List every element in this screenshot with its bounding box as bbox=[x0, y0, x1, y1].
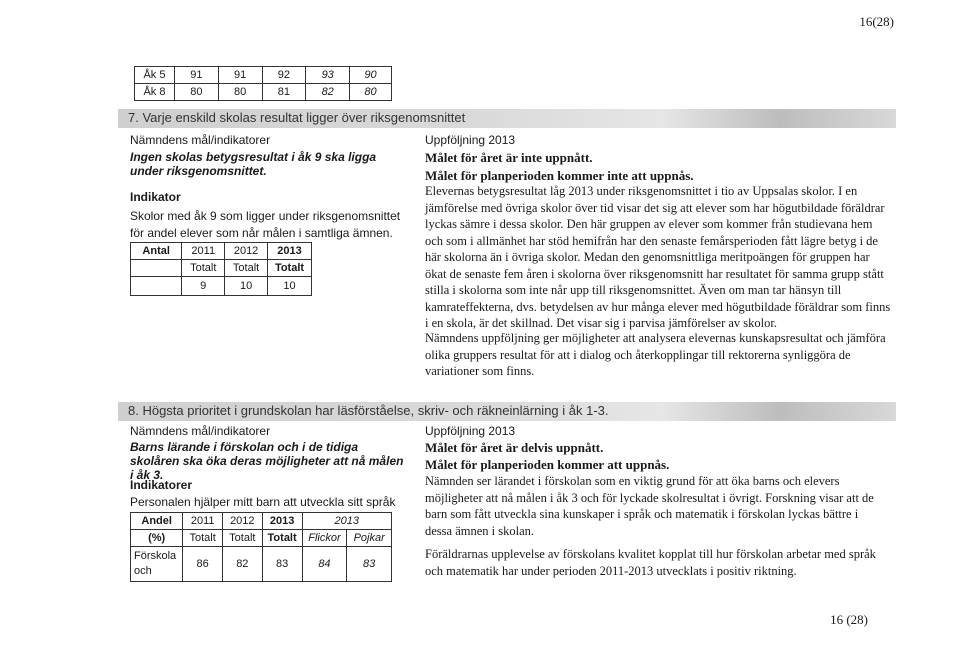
s7-indicator-table bbox=[130, 242, 312, 296]
table-cell: Totalt bbox=[183, 530, 223, 547]
s7-goal: Ingen skolas betygsresultat i åk 9 ska ligga under riksgenomsnittet. bbox=[130, 150, 377, 178]
table-cell: Åk 5 bbox=[135, 67, 175, 84]
table-cell: 82 bbox=[222, 547, 262, 582]
s8-indicator-text: Personalen hjälper mitt barn att utveckla sitt språk bbox=[130, 495, 396, 509]
table-cell: 84 bbox=[302, 547, 347, 582]
table-row bbox=[135, 67, 392, 84]
table-cell: Andel bbox=[131, 513, 183, 530]
table-cell: 86 bbox=[183, 547, 223, 582]
s7-indicator-text: Skolor med åk 9 som ligger under riksgenomsnittet för andel elever som når målen i samtliga ämnen. bbox=[130, 209, 401, 240]
table-cell bbox=[131, 260, 182, 277]
section-7-heading: 7. Varje enskild skolas resultat ligger över riksgenomsnittet bbox=[128, 110, 466, 125]
table-cell: 10 bbox=[225, 277, 268, 296]
table-cell: 2012 bbox=[222, 513, 262, 530]
table-cell: Pojkar bbox=[347, 530, 392, 547]
s8-indicator-table bbox=[130, 512, 392, 582]
table-cell: (%) bbox=[131, 530, 183, 547]
table-cell: 2012 bbox=[225, 243, 268, 260]
table-cell: Totalt bbox=[182, 260, 225, 277]
table-cell: 91 bbox=[218, 67, 262, 84]
table-cell: 91 bbox=[174, 67, 218, 84]
table-cell: 80 bbox=[350, 84, 392, 101]
s8-goals-label: Nämndens mål/indikatorer bbox=[130, 424, 271, 438]
table-cell: 83 bbox=[262, 547, 302, 582]
s7-paragraph-1: Elevernas betygsresultat låg 2013 under riksgenomsnittet i tio av Uppsalas skolor. I en jämförelse med övriga skolor över tid visar det sig att elever som har högutbildade föräldrar lyckas sämre i dessa skolor. Den här gruppen av elever som kommer från studievana hem och som i allmänhet har stöd hemifrån har den senaste femårsperioden fått lägre betyg i de här skolorna än i övriga skolor. Medan den genomsnittliga meritpoängen för gruppen har ökat de senaste fem åren i skolorna över riksgenomsnitt har resultatet för samma grupp stått stilla i skolorna som inte når upp till riksgenomsnittet. Även om man tar hänsyn till kamrateffekterna, dvs. betydelsen av hur många elever med högutbildade föräldrar som finns i en skola, är det skillnad. Det visar sig i parvisa jämförelser av skolor. bbox=[425, 184, 891, 330]
s7-result-period: Målet för planperioden kommer inte att uppnås. bbox=[425, 168, 694, 183]
s8-paragraph-2: Föräldrarnas upplevelse av förskolans kvalitet kopplat till hur förskolan arbetar med språk och matematik har under perioden 2011-2013 utvecklats i positiv riktning. bbox=[425, 547, 876, 578]
table-cell: 81 bbox=[262, 84, 306, 101]
table-cell: Totalt bbox=[268, 260, 312, 277]
section-8-banner bbox=[118, 402, 896, 421]
table-row bbox=[131, 530, 392, 547]
table-cell: 10 bbox=[268, 277, 312, 296]
table-cell: 2011 bbox=[183, 513, 223, 530]
table-cell: 92 bbox=[262, 67, 306, 84]
table-cell bbox=[131, 277, 182, 296]
section-7-banner bbox=[118, 109, 896, 128]
table-cell: Åk 8 bbox=[135, 84, 175, 101]
section-8-heading: 8. Högsta prioritet i grundskolan har läsförståelse, skriv- och räkneinlärning i åk 1-3. bbox=[128, 403, 609, 418]
table-row bbox=[131, 547, 392, 582]
table-cell: Flickor bbox=[302, 530, 347, 547]
table-row bbox=[131, 513, 392, 530]
table-row bbox=[135, 84, 392, 101]
table-cell: Totalt bbox=[225, 260, 268, 277]
table-cell: 82 bbox=[306, 84, 350, 101]
table-cell: 93 bbox=[306, 67, 350, 84]
s7-paragraph-2: Nämndens uppföljning ger möjligheter att analysera elevernas kunskapsresultat och jämföra olika gruppers resultat för att i dialog och återkopplingar till rektorerna synliggöra de variationer som finns. bbox=[425, 331, 886, 378]
s8-followup-label: Uppföljning 2013 bbox=[425, 424, 516, 438]
table-cell: 80 bbox=[218, 84, 262, 101]
table-cell: Antal bbox=[131, 243, 182, 260]
page-number-top: 16(28) bbox=[859, 14, 894, 29]
table-cell: 80 bbox=[174, 84, 218, 101]
table-cell: 83 bbox=[347, 547, 392, 582]
table-cell: Totalt bbox=[222, 530, 262, 547]
table-cell: 2013 bbox=[262, 513, 302, 530]
s8-goal: Barns lärande i förskolan och i de tidiga skolåren ska öka deras möjligheter att nå målen i åk 3. bbox=[130, 440, 404, 482]
table-cell: Totalt bbox=[262, 530, 302, 547]
s7-followup-label: Uppföljning 2013 bbox=[425, 133, 516, 147]
s8-indicator-label: Indikatorer bbox=[130, 478, 193, 492]
table-cell: 2013 bbox=[302, 513, 391, 530]
table-cell: 90 bbox=[350, 67, 392, 84]
table-row bbox=[131, 277, 312, 296]
table-cell: 9 bbox=[182, 277, 225, 296]
s8-paragraph-1: Nämnden ser lärandet i förskolan som en viktig grund för att öka barns och elevers möjligheter att nå målen i åk 3 och för lyckade skolresultat i övrigt. Forskning visar att de barn som fått utveckla sina kunskaper i språk och matematik i förskolan lyckas bättre i dessa ämnen i skolan. bbox=[425, 474, 874, 538]
page-number-bottom: 16 (28) bbox=[830, 612, 868, 627]
table-cell: 2013 bbox=[268, 243, 312, 260]
table-row bbox=[131, 260, 312, 277]
table-cell: Förskola och bbox=[131, 547, 183, 582]
s8-result-year: Målet för året är delvis uppnått. bbox=[425, 440, 604, 455]
s7-result-year: Målet för året är inte uppnått. bbox=[425, 150, 593, 165]
s7-indicator-label: Indikator bbox=[130, 190, 181, 204]
table-cell: 2011 bbox=[182, 243, 225, 260]
top-results-table bbox=[134, 66, 392, 101]
table-row bbox=[131, 243, 312, 260]
s7-goals-label: Nämndens mål/indikatorer bbox=[130, 133, 271, 147]
s8-result-period: Målet för planperioden kommer att uppnås. bbox=[425, 457, 670, 472]
